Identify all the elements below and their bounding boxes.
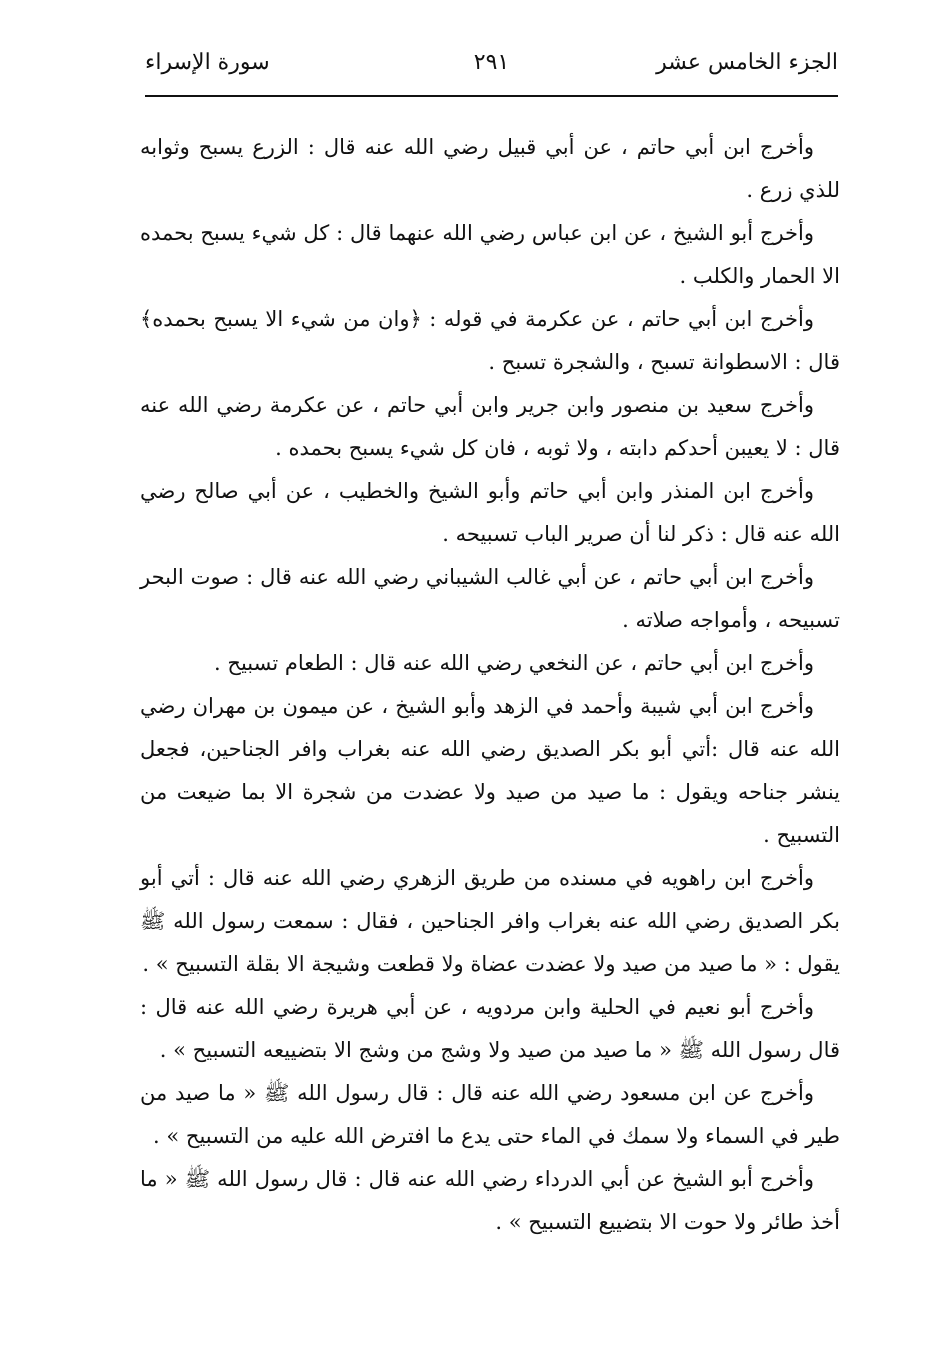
paragraph-7: وأخرج ابن أبي حاتم ، عن النخعي رضي الله عنه قال : الطعام تسبيح .: [214, 651, 814, 675]
surah-label: سورة الإسراء: [145, 50, 270, 75]
paragraph-4: وأخرج سعيد بن منصور وابن جرير وابن أبي حاتم ، عن عكرمة رضي الله عنه قال : لا يعيبن أحدكم دابته ، ولا ثوبه ، فان كل شيء يسبح بحمده .: [140, 393, 840, 460]
volume-label: الجزء الخامس عشر: [656, 50, 838, 75]
paragraph-11: وأخرج عن ابن مسعود رضي الله عنه قال : قال رسول الله ﷺ « ما صيد من طير في السماء ولا سمك في الماء حتى يدع ما افترض الله عليه من التسبيح » .: [140, 1081, 840, 1148]
paragraph-8: وأخرج ابن أبي شيبة وأحمد في الزهد وأبو الشيخ ، عن ميمون بن مهران رضي الله عنه قال :أتي أبو بكر الصديق رضي الله عنه بغراب وافر الجناحين، فجعل ينشر جناحه ويقول : ما صيد من صيد ولا عضدت من شجرة الا بما ضيعت من التسبيح .: [140, 694, 840, 847]
page-body: [140, 126, 840, 1244]
paragraph-12: وأخرج أبو الشيخ عن أبي الدرداء رضي الله عنه قال : قال رسول الله ﷺ « ما أخذ طائر ولا حوت الا بتضييع التسبيح » .: [140, 1167, 840, 1234]
page-number: ٢٩١: [473, 50, 510, 75]
page-header: [145, 42, 838, 92]
paragraph-6: وأخرج ابن أبي حاتم ، عن أبي غالب الشيباني رضي الله عنه قال : صوت البحر تسبيحه ، وأمواجه صلاته .: [140, 565, 840, 632]
paragraph-2: وأخرج أبو الشيخ ، عن ابن عباس رضي الله عنهما قال : كل شيء يسبح بحمده الا الحمار والكلب .: [140, 221, 840, 288]
paragraph-1: وأخرج ابن أبي حاتم ، عن أبي قبيل رضي الله عنه قال : الزرع يسبح وثوابه للذي زرع .: [140, 135, 840, 202]
paragraph-10: وأخرج أبو نعيم في الحلية وابن مردويه ، عن أبي هريرة رضي الله عنه قال : قال رسول الله ﷺ « ما صيد من صيد ولا وشج من وشج الا بتضييعه التسبيح » .: [140, 995, 840, 1062]
header-divider: [145, 95, 838, 97]
paragraph-5: وأخرج ابن المنذر وابن أبي حاتم وأبو الشيخ والخطيب ، عن أبي صالح رضي الله عنه قال : ذكر لنا أن صرير الباب تسبيحه .: [140, 479, 840, 546]
paragraph-3: وأخرج ابن أبي حاتم ، عن عكرمة في قوله : ﴿وان من شيء الا يسبح بحمده﴾ قال : الاسطوانة تسبح ، والشجرة تسبح .: [140, 307, 840, 374]
paragraph-9: وأخرج ابن راهويه في مسنده من طريق الزهري رضي الله عنه قال : أتي أبو بكر الصديق رضي الله عنه بغراب وافر الجناحين ، فقال : سمعت رسول الله ﷺ يقول : « ما صيد من صيد ولا عضدت عضاة ولا قطعت وشيجة الا بقلة التسبيح » .: [140, 866, 840, 976]
